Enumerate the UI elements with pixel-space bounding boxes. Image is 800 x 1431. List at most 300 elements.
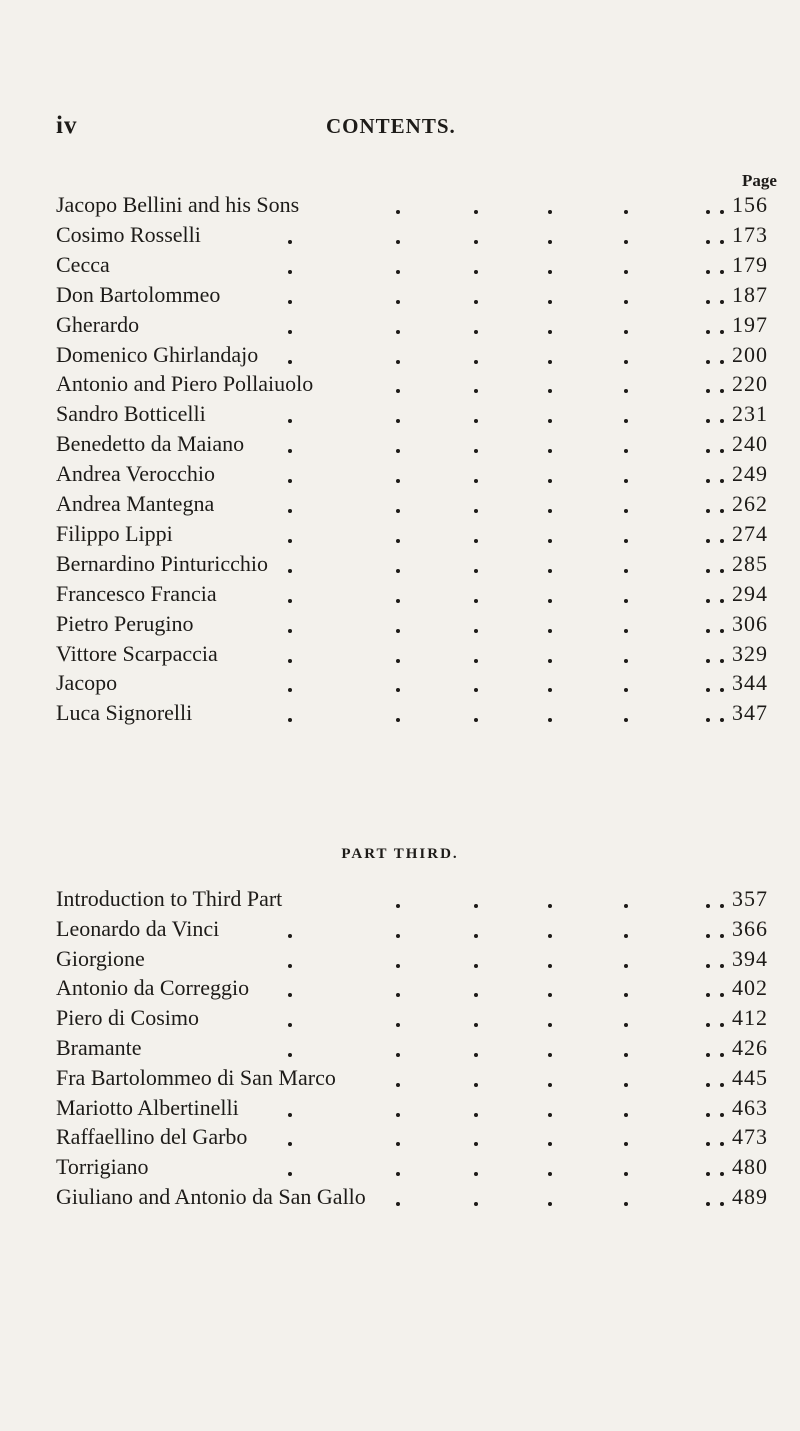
toc-entry-title: Domenico Ghirlandajo [56, 341, 259, 367]
leader-dot [474, 479, 478, 483]
leader-dot [288, 539, 292, 543]
toc-entry-page: 445 [732, 1064, 768, 1090]
leader-dot [396, 688, 400, 692]
leader-dot [720, 688, 724, 692]
toc-entry-page: 306 [732, 610, 768, 636]
leader-dot [720, 993, 724, 997]
page-column-label: Page [742, 171, 777, 190]
toc-entry-page: 285 [732, 550, 768, 576]
leader-dot [474, 240, 478, 244]
toc-entry-title: Raffaellino del Garbo [56, 1124, 248, 1150]
dot-leader [56, 340, 716, 370]
leader-dot [706, 360, 710, 364]
toc-entry-title: Vittore Scarpaccia [56, 640, 218, 666]
toc-entry-page: 231 [732, 401, 768, 427]
leader-dot [548, 599, 552, 603]
leader-dot [720, 539, 724, 543]
leader-dot [624, 1023, 628, 1027]
dot-leader [56, 668, 716, 698]
toc-entry-page: 347 [732, 700, 768, 726]
toc-entry [56, 340, 768, 370]
toc-entry-title: Andrea Mantegna [56, 491, 215, 516]
dot-leader [56, 190, 716, 220]
leader-dot [624, 1113, 628, 1117]
leader-dot [396, 904, 400, 908]
leader-dot [474, 1172, 478, 1176]
toc-entry [56, 429, 768, 459]
toc-entry [56, 190, 768, 220]
leader-dot [548, 1113, 552, 1117]
leader-dot [548, 509, 552, 513]
leader-dot [474, 569, 478, 573]
toc-entry-title: Bramante [56, 1035, 142, 1060]
leader-dot [288, 1142, 292, 1146]
leader-dot [474, 934, 478, 938]
leader-dot [548, 1083, 552, 1087]
leader-dot [288, 270, 292, 274]
toc-entry-page: 200 [732, 341, 768, 367]
dot-leader [56, 609, 716, 639]
toc-entry-title: Fra Bartolommeo di San Marco [56, 1064, 336, 1090]
leader-dot [288, 934, 292, 938]
leader-dot [706, 1142, 710, 1146]
leader-dot [706, 1083, 710, 1087]
leader-dot [288, 360, 292, 364]
leader-dot [396, 300, 400, 304]
toc-entry [56, 250, 768, 280]
toc-entry-page: 357 [732, 886, 768, 911]
toc-entry [56, 914, 768, 944]
leader-dot [474, 539, 478, 543]
leader-dot [706, 1053, 710, 1057]
toc-entry-page: 294 [732, 580, 768, 606]
leader-dot [474, 389, 478, 393]
leader-dot [396, 1083, 400, 1087]
toc-entry-title: Leonardo da Vinci [56, 915, 220, 941]
leader-dot [474, 964, 478, 968]
toc-entry-title: Sandro Botticelli [56, 401, 206, 427]
leader-dot [624, 210, 628, 214]
toc-entry-page: 426 [732, 1035, 768, 1060]
leader-dot [720, 569, 724, 573]
leader-dot [474, 993, 478, 997]
toc-entry [56, 1182, 768, 1212]
leader-dot [474, 360, 478, 364]
toc-entry-page: 249 [732, 461, 768, 487]
leader-dot [474, 1142, 478, 1146]
toc-entry-title: Mariotto Albertinelli [56, 1094, 239, 1120]
running-head-title: CONTENTS. [326, 114, 456, 138]
leader-dot [396, 539, 400, 543]
leader-dot [706, 419, 710, 423]
dot-leader [56, 1093, 716, 1123]
leader-dot [624, 419, 628, 423]
leader-dot [706, 599, 710, 603]
toc-entry [56, 549, 768, 579]
leader-dot [624, 1142, 628, 1146]
toc-entry [56, 944, 768, 974]
leader-dot [720, 964, 724, 968]
leader-dot [396, 934, 400, 938]
leader-dot [396, 629, 400, 633]
leader-dot [706, 569, 710, 573]
toc-entry [56, 698, 768, 728]
leader-dot [720, 599, 724, 603]
leader-dot [720, 479, 724, 483]
leader-dot [706, 210, 710, 214]
leader-dot [396, 993, 400, 997]
leader-dot [624, 1053, 628, 1057]
leader-dot [474, 718, 478, 722]
leader-dot [706, 904, 710, 908]
toc-entry [56, 884, 768, 914]
toc-entry-title: Giorgione [56, 945, 145, 971]
toc-entry-title: Luca Signorelli [56, 700, 193, 726]
leader-dot [706, 479, 710, 483]
leader-dot [288, 629, 292, 633]
leader-dot [624, 330, 628, 334]
toc-entry [56, 1033, 768, 1063]
leader-dot [624, 718, 628, 722]
leader-dot [624, 389, 628, 393]
leader-dot [288, 993, 292, 997]
dot-leader [56, 280, 716, 310]
leader-dot [706, 993, 710, 997]
leader-dot [624, 539, 628, 543]
leader-dot [288, 569, 292, 573]
leader-dot [624, 360, 628, 364]
leader-dot [624, 993, 628, 997]
leader-dot [706, 1023, 710, 1027]
leader-dot [720, 1053, 724, 1057]
leader-dot [706, 1113, 710, 1117]
toc-entry-page: 187 [732, 281, 768, 307]
leader-dot [624, 479, 628, 483]
toc-entry-page: 412 [732, 1005, 768, 1031]
leader-dot [720, 1023, 724, 1027]
leader-dot [624, 964, 628, 968]
leader-dot [624, 240, 628, 244]
page-folio: iv [56, 112, 78, 139]
leader-dot [396, 1172, 400, 1176]
leader-dot [548, 993, 552, 997]
toc-entry-title: Andrea Verocchio [56, 461, 216, 487]
leader-dot [288, 479, 292, 483]
leader-dot [474, 1023, 478, 1027]
part-third-heading: PART THIRD. [341, 846, 459, 862]
leader-dot [720, 1142, 724, 1146]
dot-leader [56, 489, 716, 519]
leader-dot [396, 964, 400, 968]
leader-dot [720, 240, 724, 244]
toc-entry-page: 344 [732, 670, 768, 696]
leader-dot [474, 659, 478, 663]
toc-entry-page: 173 [732, 221, 768, 247]
leader-dot [474, 210, 478, 214]
leader-dot [624, 1172, 628, 1176]
toc-entry-title: Don Bartolommeo [56, 281, 221, 307]
dot-leader [56, 579, 716, 609]
dot-leader [56, 220, 716, 250]
leader-dot [720, 300, 724, 304]
toc-entry-page: 197 [732, 311, 768, 337]
toc-entry-page: 394 [732, 945, 768, 971]
leader-dot [474, 688, 478, 692]
toc-entry-title: Jacopo [56, 670, 118, 696]
leader-dot [624, 300, 628, 304]
leader-dot [548, 389, 552, 393]
dot-leader [56, 973, 716, 1003]
dot-leader [56, 914, 716, 944]
toc-entry [56, 310, 768, 340]
leader-dot [624, 659, 628, 663]
leader-dot [706, 1172, 710, 1176]
leader-dot [396, 1053, 400, 1057]
leader-dot [288, 1023, 292, 1027]
dot-leader [56, 639, 716, 669]
leader-dot [624, 629, 628, 633]
leader-dot [706, 688, 710, 692]
toc-entry-title: Benedetto da Maiano [56, 431, 245, 457]
leader-dot [474, 449, 478, 453]
toc-entry-title: Jacopo Bellini and his Sons [56, 192, 300, 217]
leader-dot [624, 904, 628, 908]
leader-dot [548, 718, 552, 722]
leader-dot [706, 240, 710, 244]
toc-entry-title: Introduction to Third Part [56, 886, 283, 911]
toc-entry-page: 240 [732, 431, 768, 457]
dot-leader [56, 549, 716, 579]
leader-dot [474, 419, 478, 423]
toc-entry-page: 220 [732, 371, 768, 397]
toc-entry [56, 519, 768, 549]
leader-dot [624, 509, 628, 513]
leader-dot [396, 509, 400, 513]
leader-dot [288, 964, 292, 968]
leader-dot [706, 270, 710, 274]
toc-entry [56, 1122, 768, 1152]
leader-dot [548, 569, 552, 573]
leader-dot [548, 270, 552, 274]
leader-dot [288, 449, 292, 453]
leader-dot [720, 419, 724, 423]
toc-entry-title: Piero di Cosimo [56, 1005, 200, 1031]
leader-dot [548, 934, 552, 938]
leader-dot [720, 934, 724, 938]
leader-dot [706, 964, 710, 968]
leader-dot [720, 360, 724, 364]
leader-dot [474, 270, 478, 274]
leader-dot [396, 1023, 400, 1027]
leader-dot [474, 300, 478, 304]
leader-dot [396, 419, 400, 423]
leader-dot [474, 629, 478, 633]
toc-entry-title: Torrigiano [56, 1154, 149, 1180]
leader-dot [474, 1083, 478, 1087]
leader-dot [624, 270, 628, 274]
leader-dot [706, 1202, 710, 1206]
leader-dot [288, 1113, 292, 1117]
leader-dot [548, 1023, 552, 1027]
leader-dot [720, 629, 724, 633]
leader-dot [706, 539, 710, 543]
leader-dot [288, 688, 292, 692]
toc-entry [56, 399, 768, 429]
toc-entry [56, 579, 768, 609]
leader-dot [706, 300, 710, 304]
dot-leader [56, 1033, 716, 1063]
leader-dot [624, 934, 628, 938]
leader-dot [548, 419, 552, 423]
dot-leader [56, 399, 716, 429]
leader-dot [396, 389, 400, 393]
toc-entry-page: 179 [732, 251, 768, 277]
leader-dot [548, 904, 552, 908]
leader-dot [474, 1113, 478, 1117]
leader-dot [548, 964, 552, 968]
leader-dot [548, 1202, 552, 1206]
leader-dot [396, 270, 400, 274]
toc-entry-title: Bernardino Pinturicchio [56, 550, 269, 576]
toc-entry-page: 473 [732, 1124, 768, 1150]
leader-dot [396, 449, 400, 453]
leader-dot [474, 509, 478, 513]
running-head [0, 112, 800, 142]
toc-entry-page: 329 [732, 640, 768, 666]
toc-entry-title: Cosimo Rosselli [56, 221, 201, 247]
toc-entry [56, 1093, 768, 1123]
leader-dot [548, 629, 552, 633]
leader-dot [706, 330, 710, 334]
leader-dot [548, 449, 552, 453]
leader-dot [720, 270, 724, 274]
toc-entry [56, 668, 768, 698]
leader-dot [288, 419, 292, 423]
leader-dot [624, 1083, 628, 1087]
leader-dot [474, 1202, 478, 1206]
dot-leader [56, 459, 716, 489]
leader-dot [548, 360, 552, 364]
leader-dot [706, 449, 710, 453]
dot-leader [56, 369, 716, 399]
leader-dot [548, 1172, 552, 1176]
toc-entry [56, 489, 768, 519]
dot-leader [56, 250, 716, 280]
leader-dot [706, 659, 710, 663]
toc-entry-title: Antonio and Piero Pollaiuolo [56, 371, 314, 397]
leader-dot [474, 904, 478, 908]
leader-dot [720, 659, 724, 663]
leader-dot [288, 240, 292, 244]
leader-dot [474, 1053, 478, 1057]
leader-dot [548, 1142, 552, 1146]
toc-entry [56, 369, 768, 399]
leader-dot [396, 718, 400, 722]
toc-entry [56, 1152, 768, 1182]
toc-entry-page: 480 [732, 1154, 768, 1180]
toc-entry-page: 156 [732, 192, 768, 217]
dot-leader [56, 944, 716, 974]
leader-dot [624, 449, 628, 453]
toc-entry-title: Francesco Francia [56, 580, 217, 606]
leader-dot [706, 389, 710, 393]
leader-dot [720, 904, 724, 908]
leader-dot [548, 1053, 552, 1057]
leader-dot [720, 1172, 724, 1176]
toc-entry-title: Antonio da Correggio [56, 975, 250, 1001]
leader-dot [720, 449, 724, 453]
leader-dot [720, 210, 724, 214]
leader-dot [720, 389, 724, 393]
dot-leader [56, 519, 716, 549]
leader-dot [624, 688, 628, 692]
leader-dot [288, 659, 292, 663]
leader-dot [624, 1202, 628, 1206]
toc-entry-page: 274 [732, 520, 768, 546]
leader-dot [396, 240, 400, 244]
leader-dot [720, 509, 724, 513]
leader-dot [720, 330, 724, 334]
dot-leader [56, 698, 716, 728]
leader-dot [706, 934, 710, 938]
leader-dot [396, 569, 400, 573]
leader-dot [720, 718, 724, 722]
toc-entry [56, 639, 768, 669]
toc-entry [56, 609, 768, 639]
toc-entry [56, 973, 768, 1003]
leader-dot [396, 1113, 400, 1117]
leader-dot [720, 1202, 724, 1206]
leader-dot [720, 1113, 724, 1117]
toc-entry [56, 280, 768, 310]
leader-dot [396, 1202, 400, 1206]
leader-dot [396, 330, 400, 334]
toc-entry-page: 463 [732, 1094, 768, 1120]
dot-leader [56, 884, 716, 914]
leader-dot [720, 1083, 724, 1087]
leader-dot [548, 479, 552, 483]
leader-dot [288, 718, 292, 722]
leader-dot [396, 360, 400, 364]
leader-dot [548, 688, 552, 692]
leader-dot [288, 599, 292, 603]
leader-dot [396, 659, 400, 663]
toc-entry-title: Gherardo [56, 311, 140, 337]
leader-dot [706, 509, 710, 513]
leader-dot [288, 1053, 292, 1057]
leader-dot [288, 509, 292, 513]
leader-dot [288, 300, 292, 304]
toc-entry-title: Filippo Lippi [56, 520, 173, 546]
leader-dot [396, 599, 400, 603]
leader-dot [548, 210, 552, 214]
toc-entry-page: 366 [732, 915, 768, 941]
leader-dot [474, 599, 478, 603]
leader-dot [548, 330, 552, 334]
toc-entry-title: Cecca [56, 251, 110, 277]
leader-dot [548, 240, 552, 244]
dot-leader [56, 1152, 716, 1182]
toc-entry-title: Pietro Perugino [56, 610, 194, 636]
toc-entry [56, 1063, 768, 1093]
leader-dot [706, 718, 710, 722]
dot-leader [56, 1063, 716, 1093]
dot-leader [56, 310, 716, 340]
toc-entry-page: 489 [732, 1184, 768, 1209]
dot-leader [56, 1182, 716, 1212]
toc-entry [56, 459, 768, 489]
toc-entry-page: 262 [732, 491, 768, 516]
